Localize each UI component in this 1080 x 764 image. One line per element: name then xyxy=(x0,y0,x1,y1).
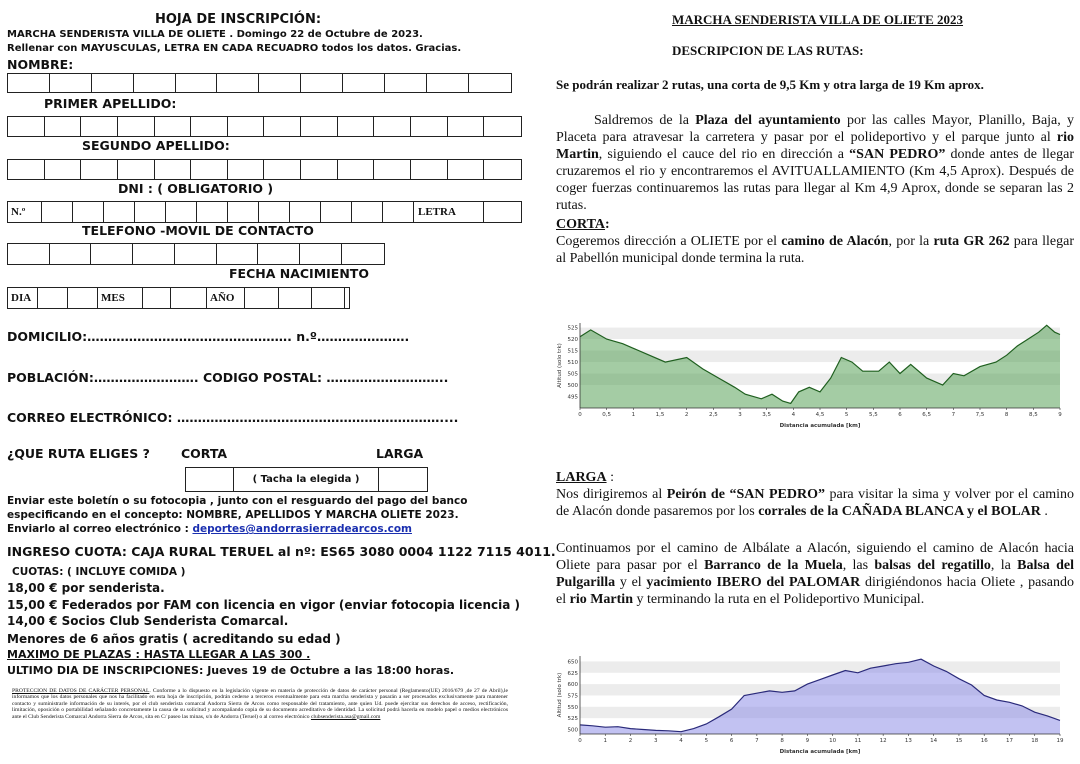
x-tick-label: 4 xyxy=(679,738,683,744)
proteccion-datos: PROTECCION DE DATOS DE CARÁCTER PERSONAL. Conforme a lo dispuesto en la legislación vigente en materia de protección de datos de carácter personal (Reglamento(UE) 2016/679 ,de 27 de Abril),le informamos que los datos personales que nos ha facilitado en esta hoja de inscripción, podrán cederse a terceros eventualmente para esta marcha senderista y pasarán a ser procesados exclusivamente para mantener contacto y suministrarle información de su interés, por el club senderista comarcal Andorra Sierra de Arcos como responsable del tratamiento, ante quien Ud. puede ejercitar sus derechos de acceso, rectificación, limitación, oposición o portabilidad señalando concretamente la causa de su solicitud y acompañando copia de su documento acreditativo de identidad. La solicitud podrá hacerla en modelo papel o medios electrónicos ante el Club Senderista Comarcal Andorra Sierra de Arcos, sita en C/ paseo las minas, s/n de Andorra (Teruel) o al correo electrónico clubsenderista.asa@gmail.com xyxy=(12,688,508,720)
maximo-plazas: MAXIMO DE PLAZAS : HASTA LLEGAR A LAS 300 . xyxy=(7,648,311,661)
x-tick-label: 3 xyxy=(738,412,742,418)
dia-cell-label: DIA xyxy=(8,288,38,308)
x-tick-label: 5 xyxy=(844,412,849,418)
domicilio-field[interactable]: DOMICILIO:…………………………………………. n.º…………………. xyxy=(7,329,410,344)
x-tick-label: 8 xyxy=(780,738,784,744)
x-tick-label: 1,5 xyxy=(655,412,665,418)
y-tick-label: 600 xyxy=(567,682,578,689)
cuota-3: 14,00 € Socios Club Senderista Comarcal. xyxy=(7,614,289,628)
y-tick-label: 525 xyxy=(567,716,578,723)
ruta-question: ¿QUE RUTA ELIGES ? xyxy=(7,446,150,461)
routes-subtitle: DESCRIPCION DE LAS RUTAS: xyxy=(672,43,864,58)
ultimo-dia: ULTIMO DIA DE INSCRIPCIONES: Jueves 19 de Octubre a las 18:00 horas. xyxy=(7,664,455,677)
x-tick-label: 7 xyxy=(755,738,759,744)
chart-band xyxy=(580,328,1060,339)
larga-heading: LARGA : xyxy=(556,470,614,485)
x-tick-label: 0 xyxy=(578,412,582,418)
x-tick-label: 4 xyxy=(791,412,796,418)
x-tick-label: 12 xyxy=(879,738,887,744)
chart-band xyxy=(580,661,1060,672)
larga-label: LARGA xyxy=(376,446,424,461)
cuotas-title: CUOTAS: ( INCLUYE COMIDA ) xyxy=(12,566,186,578)
x-tick-label: 5,5 xyxy=(868,412,878,418)
x-tick-label: 1 xyxy=(603,738,608,744)
mes-cell-label: MES xyxy=(98,288,143,308)
x-tick-label: 9 xyxy=(805,738,810,744)
corta-choice-cell[interactable] xyxy=(186,468,234,491)
form-title: HOJA DE INSCRIPCIÓN: xyxy=(155,12,322,27)
x-tick-label: 17 xyxy=(1005,738,1013,744)
x-tick-label: 2 xyxy=(628,738,633,744)
correo-field[interactable]: CORREO ELECTRÓNICO: ……………………………………………………….... xyxy=(7,410,459,425)
ano-cell-label: AÑO xyxy=(207,288,245,308)
nombre-input-grid[interactable] xyxy=(7,73,512,93)
x-tick-label: 6 xyxy=(729,738,734,744)
form-instructions: Rellenar con MAYUSCULAS, LETRA EN CADA RECUADRO todos los datos. Gracias. xyxy=(7,43,462,54)
y-tick-label: 500 xyxy=(567,727,578,734)
x-tick-label: 2 xyxy=(684,412,689,418)
routes-intro: Se podrán realizar 2 rutas, una corta de 9,5 Km y otra larga de 19 Km aprox. xyxy=(556,77,984,92)
x-tick-label: 16 xyxy=(980,738,988,744)
y-tick-label: 500 xyxy=(567,383,578,390)
corta-elevation-chart xyxy=(552,315,1064,430)
route-common-paragraph: Saldremos de la Plaza del ayuntamiento por las calles Mayor, Planillo, Baja, y Placeta para atravesar la carretera y pasar por el polideportivo y el parque junto al rio Martin, siguiendo el cauce del rio en dirección a “SAN PEDRO” donde antes de llegar cruzaremos el rio y encontraremos el AVITUALLAMIENTO (Km 4,5 Aprox). Después de coger fuerzas continuaremos las rutas para llegar al Km 4,9 Aprox, donde se separan las 2 rutas. xyxy=(556,113,1075,213)
x-tick-label: 7,5 xyxy=(975,412,985,418)
telefono-label: TELEFONO -MOVIL DE CONTACTO xyxy=(82,223,314,238)
ruta-choice-box[interactable] xyxy=(185,467,428,492)
x-tick-label: 2,5 xyxy=(708,412,718,418)
cuota-4: Menores de 6 años gratis ( acreditando su edad ) xyxy=(7,632,341,646)
x-tick-label: 9 xyxy=(1058,412,1062,418)
x-tick-label: 19 xyxy=(1056,738,1064,744)
x-tick-label: 8 xyxy=(1004,412,1009,418)
larga-paragraph-2: Continuamos por el camino de Albálate a Alacón, siguiendo el camino de Alacón hacia Oliete para pasar por el Barranco de la Muela, las balsas del regatillo, la Balsa del Pulgarilla y el yacimiento IBERO del PALOMAR dirigiéndonos hacia Oliete , pasando el rio Martin y terminando la ruta en el Polideportivo Municipal. xyxy=(556,541,1074,607)
nombre-label: NOMBRE: xyxy=(7,57,74,72)
x-tick-label: 15 xyxy=(955,738,963,744)
x-tick-label: 6,5 xyxy=(922,412,932,418)
segundo-apellido-label: SEGUNDO APELLIDO: xyxy=(82,138,230,153)
enviar-line-3: Enviarlo al correo electrónico : deportes@andorrasierradearcos.com xyxy=(7,523,412,535)
y-tick-label: 650 xyxy=(567,659,578,666)
x-tick-label: 6 xyxy=(898,412,902,418)
dni-letra-cell-label: LETRA xyxy=(414,202,484,222)
larga-elevation-chart xyxy=(552,648,1064,756)
form-event-line: MARCHA SENDERISTA VILLA DE OLIETE . Domingo 22 de Octubre de 2023. xyxy=(7,29,423,40)
x-tick-label: 0,5 xyxy=(602,412,612,418)
x-tick-label: 14 xyxy=(930,738,938,744)
cuota-2: 15,00 € Federados por FAM con licencia en vigor (enviar fotocopia licencia ) xyxy=(7,598,520,612)
y-axis-label: Altitud (solo trk) xyxy=(557,343,563,388)
dni-label: DNI : ( OBLIGATORIO ) xyxy=(118,181,274,196)
routes-title: MARCHA SENDERISTA VILLA DE OLIETE 2023 xyxy=(672,12,964,27)
y-tick-label: 550 xyxy=(567,704,578,711)
y-tick-label: 525 xyxy=(567,325,578,332)
fecha-nacimiento-label: FECHA NACIMIENTO xyxy=(229,266,369,281)
dni-number-cell-label: N.º xyxy=(8,202,42,222)
x-tick-label: 5 xyxy=(704,738,709,744)
y-axis-label: Altitud (solo trk) xyxy=(557,672,563,718)
poblacion-field[interactable]: POBLACIÓN:……………………. CODIGO POSTAL: ……………………….. xyxy=(7,370,449,385)
corta-heading: CORTA: xyxy=(556,217,610,232)
primer-apellido-input-grid[interactable] xyxy=(7,116,522,137)
x-tick-label: 3 xyxy=(654,738,658,744)
ingreso-cuota: INGRESO CUOTA: CAJA RURAL TERUEL al nº: ES65 3080 0004 1122 7115 4011. xyxy=(7,544,556,559)
y-tick-label: 495 xyxy=(567,394,578,401)
cuota-1: 18,00 € por senderista. xyxy=(7,581,165,595)
x-tick-label: 0 xyxy=(578,738,582,744)
larga-choice-cell[interactable] xyxy=(379,468,427,491)
x-axis-label: Distancia acumulada [km] xyxy=(779,749,861,755)
primer-apellido-label: PRIMER APELLIDO: xyxy=(44,96,177,111)
y-tick-label: 510 xyxy=(567,360,578,367)
enviar-line-1: Enviar este boletín o su fotocopia , junto con el resguardo del pago del banco xyxy=(7,495,468,507)
fecha-nacimiento-input-grid[interactable] xyxy=(7,287,350,309)
x-axis-label: Distancia acumulada [km] xyxy=(779,423,861,429)
x-tick-label: 13 xyxy=(904,738,912,744)
x-tick-label: 4,5 xyxy=(815,412,825,418)
tacha-note: ( Tacha la elegida ) xyxy=(234,468,379,491)
x-tick-label: 10 xyxy=(829,738,837,744)
telefono-input-grid[interactable] xyxy=(7,243,385,265)
x-tick-label: 1 xyxy=(631,412,636,418)
x-tick-label: 11 xyxy=(854,738,862,744)
corta-label: CORTA xyxy=(181,446,228,461)
dni-input-grid[interactable] xyxy=(7,201,522,223)
legal-email-link[interactable]: clubsenderista.asa@gmail.com xyxy=(310,713,381,720)
email-link[interactable]: deportes@andorrasierradearcos.com xyxy=(192,523,412,535)
y-tick-label: 505 xyxy=(567,371,578,378)
y-tick-label: 575 xyxy=(567,693,578,700)
larga-paragraph: Nos dirigiremos al Peirón de “SAN PEDRO” para visitar la sima y volver por el camino de Alacón donde pasaremos por los corrales de la CAÑADA BLANCA y el BOLAR . xyxy=(556,487,1074,519)
enviar-line-2: especificando en el concepto: NOMBRE, APELLIDOS Y MARCHA OLIETE 2023. xyxy=(7,509,459,521)
x-tick-label: 18 xyxy=(1031,738,1039,744)
x-tick-label: 3,5 xyxy=(762,412,772,418)
y-tick-label: 515 xyxy=(567,348,578,355)
y-tick-label: 520 xyxy=(567,337,578,344)
x-tick-label: 8,5 xyxy=(1028,412,1038,418)
x-tick-label: 7 xyxy=(951,412,956,418)
segundo-apellido-input-grid[interactable] xyxy=(7,159,522,180)
corta-paragraph: Cogeremos dirección a OLIETE por el camino de Alacón, por la ruta GR 262 para llegar al Pabellón municipal donde termina la ruta. xyxy=(556,234,1075,266)
y-tick-label: 625 xyxy=(567,670,578,677)
